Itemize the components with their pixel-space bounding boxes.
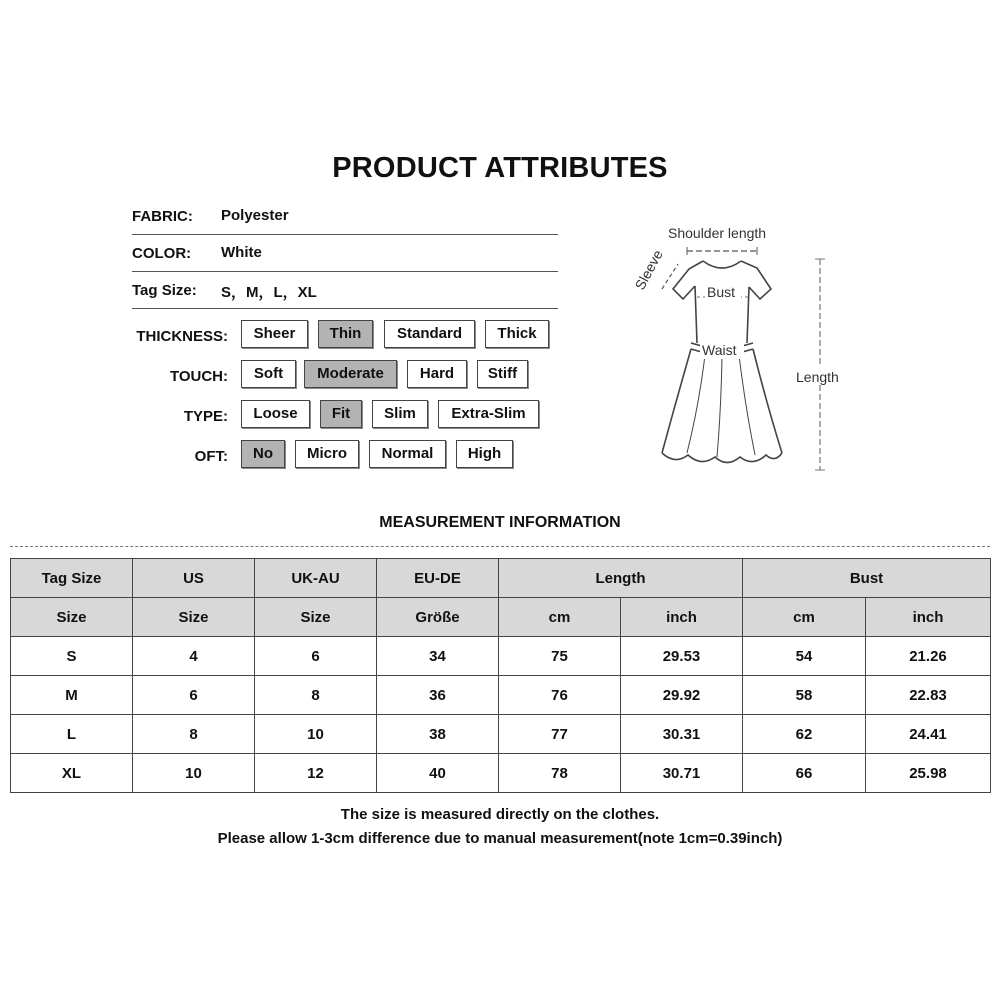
thickness-option-sheer: Sheer xyxy=(241,320,308,348)
table-cell: 77 xyxy=(499,715,621,754)
thickness-option-thin: Thin xyxy=(318,320,373,348)
oft-option-high: High xyxy=(456,440,513,468)
header-cell: Bust xyxy=(743,559,991,598)
type-option-loose: Loose xyxy=(241,400,310,428)
divider xyxy=(132,271,558,272)
table-cell: 38 xyxy=(377,715,499,754)
table-cell: 24.41 xyxy=(866,715,991,754)
header-cell: Tag Size xyxy=(11,559,133,598)
fabric-value: Polyester xyxy=(221,207,289,224)
table-row xyxy=(11,754,991,793)
page-title: PRODUCT ATTRIBUTES xyxy=(332,152,668,184)
note-line-2: Please allow 1-3cm difference due to manual measurement(note 1cm=0.39inch) xyxy=(217,830,783,847)
dress-diagram xyxy=(625,215,855,480)
color-label: COLOR: xyxy=(132,245,192,262)
table-row xyxy=(11,715,991,754)
table-cell: 22.83 xyxy=(866,676,991,715)
table-cell: 25.98 xyxy=(866,754,991,793)
table-cell: 8 xyxy=(255,676,377,715)
table-cell: 8 xyxy=(133,715,255,754)
table-row xyxy=(11,676,991,715)
touch-option-stiff: Stiff xyxy=(477,360,528,388)
type-label: TYPE: xyxy=(183,408,228,425)
thickness-option-standard: Standard xyxy=(384,320,475,348)
table-cell: 29.92 xyxy=(621,676,743,715)
tag-size-value: S，M，L，XL xyxy=(221,284,317,301)
fabric-label: FABRIC: xyxy=(132,208,193,225)
table-cell: 36 xyxy=(377,676,499,715)
thickness-label: THICKNESS: xyxy=(136,328,228,345)
table-cell: XL xyxy=(11,754,133,793)
table-cell: 62 xyxy=(743,715,866,754)
table-cell: 6 xyxy=(255,637,377,676)
note-line-1: The size is measured directly on the clothes. xyxy=(340,806,660,823)
oft-option-normal: Normal xyxy=(369,440,446,468)
table-cell: 21.26 xyxy=(866,637,991,676)
table-cell: 30.31 xyxy=(621,715,743,754)
subheader-cell: Größe xyxy=(377,598,499,637)
table-cell: 75 xyxy=(499,637,621,676)
subheader-cell: Size xyxy=(255,598,377,637)
table-cell: L xyxy=(11,715,133,754)
subheader-cell: Size xyxy=(133,598,255,637)
dashed-divider xyxy=(10,546,990,547)
table-header-row xyxy=(11,559,991,598)
header-cell: Length xyxy=(499,559,743,598)
tag-size-label: Tag Size: xyxy=(132,282,197,299)
subheader-cell: cm xyxy=(743,598,866,637)
bust-label: Bust xyxy=(707,284,736,300)
measurement-table xyxy=(10,558,991,793)
table-row xyxy=(11,637,991,676)
oft-label: OFT: xyxy=(194,448,228,465)
subheader-cell: inch xyxy=(621,598,743,637)
touch-option-moderate: Moderate xyxy=(304,360,397,388)
subheader-cell: cm xyxy=(499,598,621,637)
measurement-title: MEASUREMENT INFORMATION xyxy=(379,514,621,531)
subheader-cell: Size xyxy=(11,598,133,637)
table-cell: 29.53 xyxy=(621,637,743,676)
header-cell: UK-AU xyxy=(255,559,377,598)
table-cell: 58 xyxy=(743,676,866,715)
length-label: Length xyxy=(796,369,839,385)
divider xyxy=(132,234,558,235)
subheader-cell: inch xyxy=(866,598,991,637)
divider xyxy=(132,308,558,309)
oft-option-micro: Micro xyxy=(295,440,359,468)
table-cell: S xyxy=(11,637,133,676)
table-cell: 40 xyxy=(377,754,499,793)
color-value: White xyxy=(221,244,262,261)
touch-option-soft: Soft xyxy=(241,360,296,388)
table-cell: 10 xyxy=(133,754,255,793)
table-cell: M xyxy=(11,676,133,715)
table-cell: 76 xyxy=(499,676,621,715)
type-option-extra-slim: Extra-Slim xyxy=(438,400,539,428)
table-cell: 34 xyxy=(377,637,499,676)
table-cell: 6 xyxy=(133,676,255,715)
table-cell: 10 xyxy=(255,715,377,754)
table-subheader-row xyxy=(11,598,991,637)
type-option-slim: Slim xyxy=(372,400,428,428)
waist-label: Waist xyxy=(702,342,737,358)
header-cell: US xyxy=(133,559,255,598)
table-cell: 54 xyxy=(743,637,866,676)
table-cell: 12 xyxy=(255,754,377,793)
type-option-fit: Fit xyxy=(320,400,362,428)
table-cell: 78 xyxy=(499,754,621,793)
thickness-option-thick: Thick xyxy=(485,320,549,348)
touch-label: TOUCH: xyxy=(169,368,228,385)
table-cell: 30.71 xyxy=(621,754,743,793)
oft-option-no: No xyxy=(241,440,285,468)
sleeve-label: Sleeve xyxy=(631,247,666,293)
touch-option-hard: Hard xyxy=(407,360,467,388)
shoulder-length-label: Shoulder length xyxy=(668,225,767,241)
table-cell: 4 xyxy=(133,637,255,676)
table-cell: 66 xyxy=(743,754,866,793)
header-cell: EU-DE xyxy=(377,559,499,598)
